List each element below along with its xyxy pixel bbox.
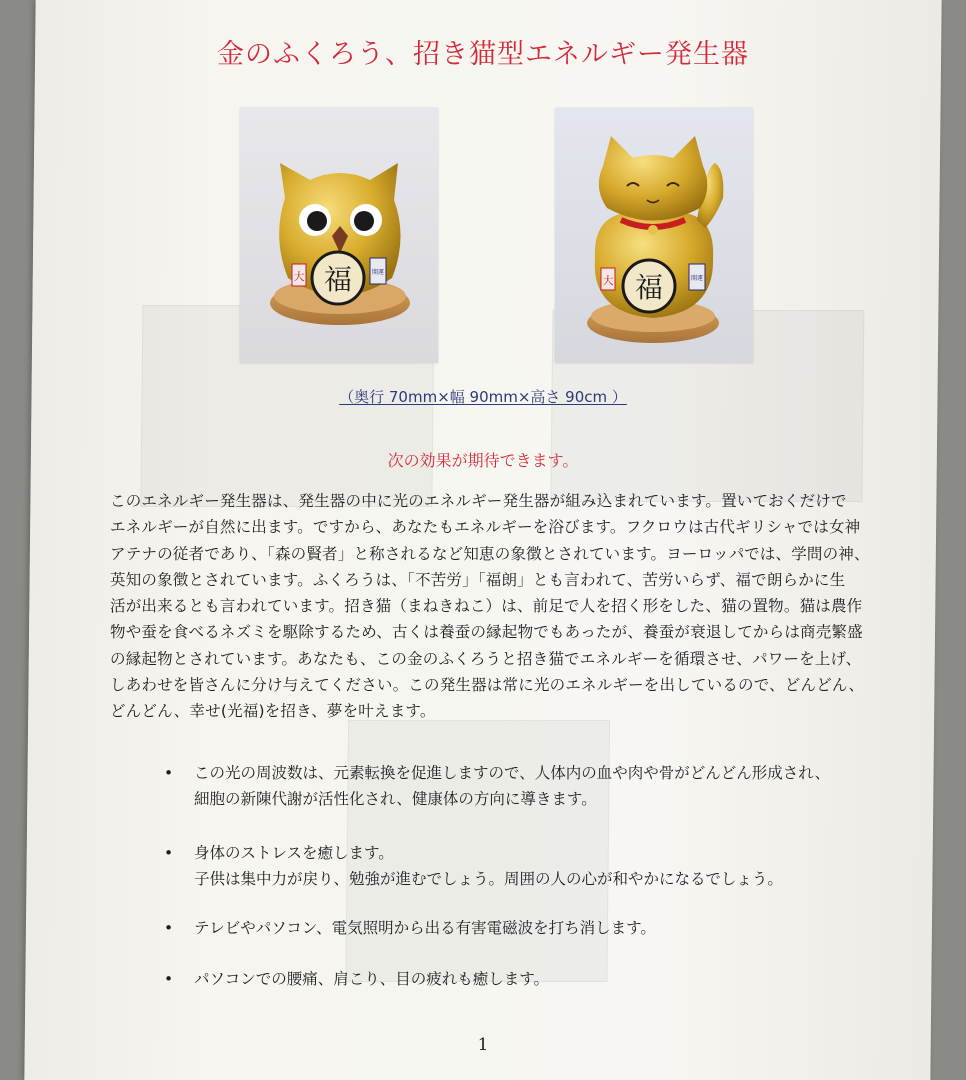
side-label-right: 開運 xyxy=(371,269,385,276)
paragraph-line: 英知の象徴とされています。ふくろうは、「不苦労」「福朗」とも言われて、苦労いらず、福で朗らかに生 xyxy=(110,570,846,589)
page-number: 1 xyxy=(477,1035,489,1055)
bullet-dot: • xyxy=(164,970,174,988)
bullet-dot: • xyxy=(164,764,174,782)
bullet-dot: • xyxy=(164,919,174,937)
effects-heading: 次の効果が期待できます。 xyxy=(387,451,579,470)
list-item xyxy=(164,966,884,992)
paragraph-line: どんどん、幸せ(光福)を招き、夢を叶えます。 xyxy=(110,702,436,721)
owl-figurine-illustration xyxy=(240,108,438,363)
lucky-cat-illustration xyxy=(555,108,753,363)
list-item-line: 細胞の新陳代謝が活性化され、健康体の方向に導きます。 xyxy=(194,790,597,808)
list-item xyxy=(164,915,884,941)
paragraph-line: エネルギーが自然に出ます。ですから、あなたもエネルギーを浴びます。フクロウは古代ギリシャでは女神 xyxy=(110,518,861,537)
paragraph-line: 物や蚕を食べるネズミを駆除するため、古くは養蚕の縁起物でもあったが、養蚕が衰退してからは商売繁盛 xyxy=(110,623,863,642)
list-item-line: パソコンでの腰痛、肩こり、目の疲れも癒します。 xyxy=(194,970,549,988)
list-item-line: この光の周波数は、元素転換を促進しますので、人体内の血や肉や骨がどんどん形成され、 xyxy=(194,764,831,782)
list-item-line: 身体のストレスを癒します。 xyxy=(194,844,394,862)
lucky-cat-figurine-photo xyxy=(555,108,753,363)
paragraph-line: しあわせを皆さんに分け与えてください。この発生器は常に光のエネルギーを出しているので、どんどん、 xyxy=(110,676,865,695)
owl-figurine-photo xyxy=(240,108,438,363)
fuku-badge-text: 福 xyxy=(323,263,353,296)
list-item xyxy=(164,760,884,812)
bullet-dot: • xyxy=(164,844,174,862)
dimensions-caption xyxy=(0,386,966,407)
paragraph-line: 活が出来るとも言われています。招き猫（まねきねこ）は、前足で人を招く形をした、猫の置物。猫は農作 xyxy=(110,597,863,616)
list-item-line: 子供は集中力が戻り、勉強が進むでしょう。周囲の人の心が和やかになるでしょう。 xyxy=(194,870,783,888)
paragraph-line: このエネルギー発生器は、発生器の中に光のエネルギー発生器が組み込まれています。置いておくだけで xyxy=(110,492,847,510)
list-item xyxy=(164,840,884,892)
dimensions-text: （奥行 70mm×幅 90mm×高さ 90cm ） xyxy=(339,388,627,406)
fuku-badge-text: 福 xyxy=(634,271,664,304)
side-label-left: 大 xyxy=(293,270,305,283)
paragraph-line: アテナの従者であり、「森の賢者」と称されるなど知恵の象徴とされています。ヨーロッパでは、学問の神、 xyxy=(110,544,870,563)
side-label-left: 大 xyxy=(602,274,614,287)
paragraph-line: の縁起物とされています。あなたも、この金のふくろうと招き猫でエネルギーを循環させ、パワーを上げ、 xyxy=(110,649,862,668)
side-label-right: 開運 xyxy=(690,275,704,282)
list-item-line: テレビやパソコン、電気照明から出る有害電磁波を打ち消します。 xyxy=(194,919,656,937)
description-paragraph xyxy=(110,488,886,725)
document-title: 金のふくろう、招き猫型エネルギー発生器 xyxy=(217,39,749,70)
